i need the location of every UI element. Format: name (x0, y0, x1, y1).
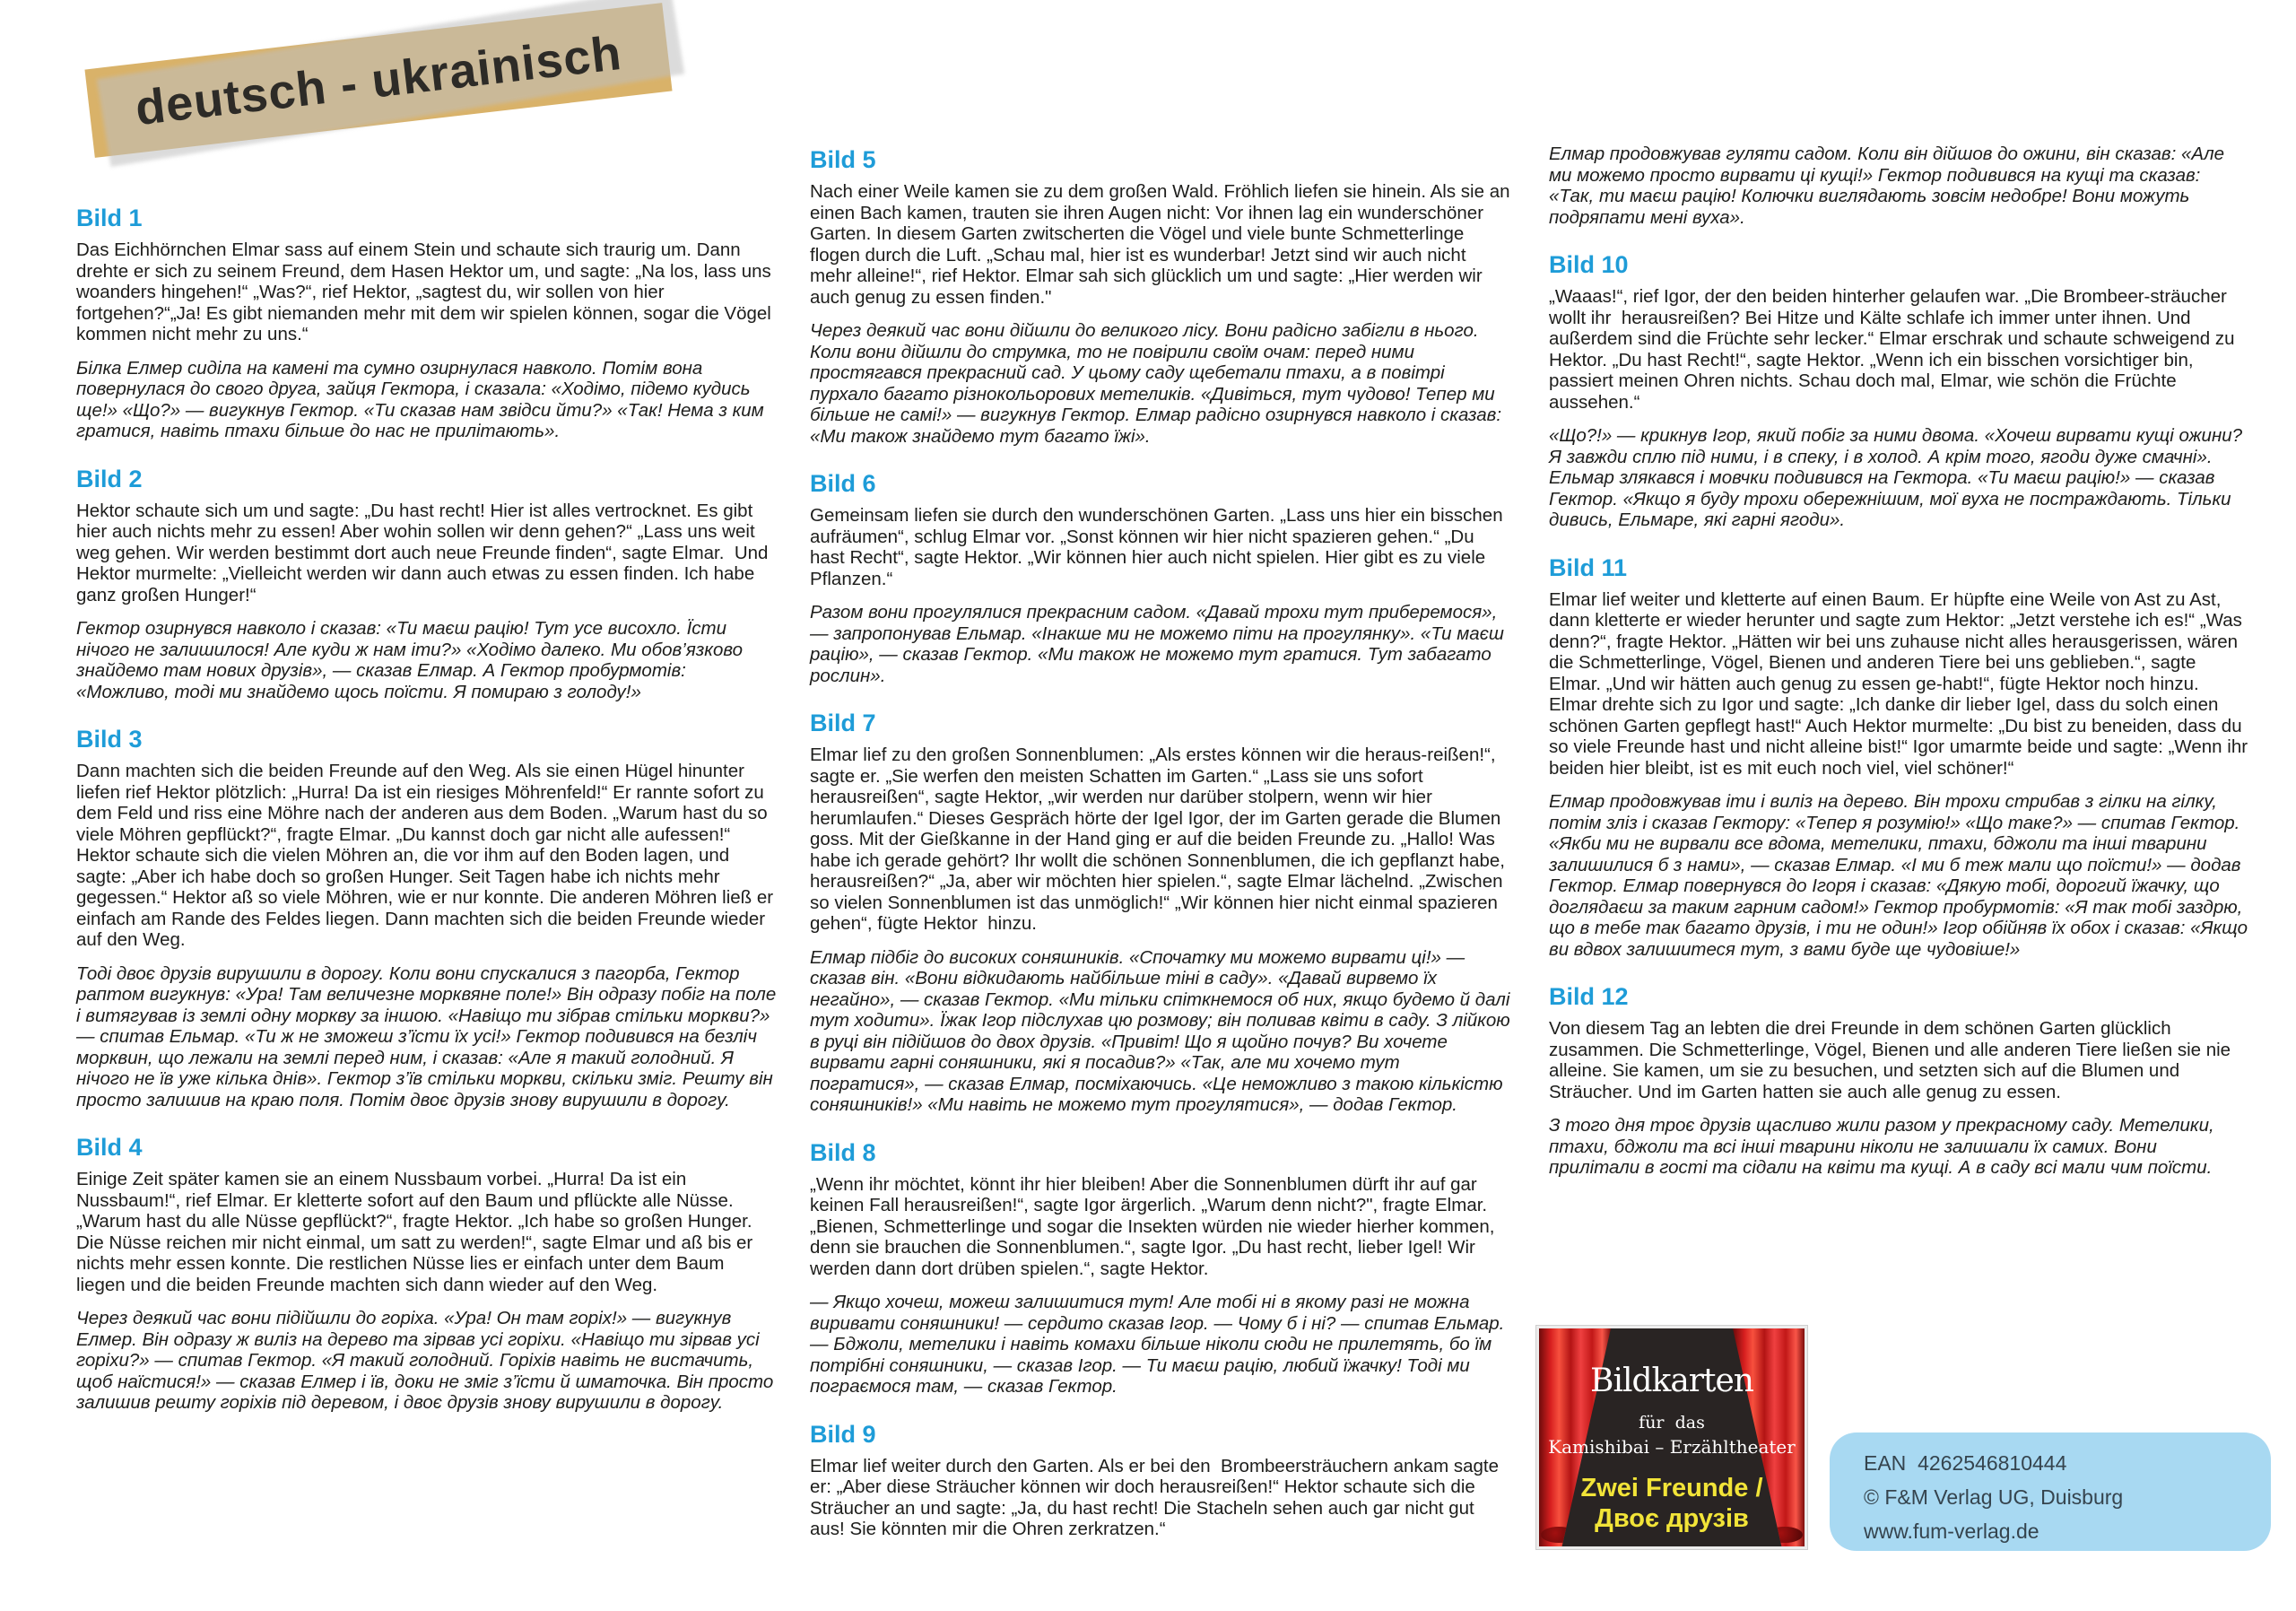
text-column-1 (76, 205, 781, 1426)
german-paragraph: Elmar lief zu den großen Sonnenblumen: „Als erstes können wir die heraus-reißen!“, sagte er. „Sie werfen den meisten Schatten im Garten.“ „Lass sie uns sofort herausreißen“, sagte Hektor, „wir werden nur darüber stolpern, wenn wir hier herumlaufen.“ Dieses Gespräch hörte der Igel Igor, der im Garten gerade die Blumen goss. Mit der Gießkanne in der Hand ging er auf die beiden Freunde zu. „Hallo! Was habe ich gerade gehört? Ihr wollt die schönen Sonnenblumen, die ich gepflanzt habe, herausreißen?“ „Ja, aber wir möchten hier spielen.“, sagte Elmar lächelnd. „Zwischen so vielen Sonnenblumen ist das unmöglich!“ „Wir können hier nicht einmal spazieren gehen“, fügte Hektor hinzu. (810, 745, 1510, 934)
section-bild-1 (76, 205, 778, 442)
publisher-info-box (1830, 1432, 2271, 1551)
section-title: Bild 12 (1549, 983, 1629, 1010)
ukrainian-paragraph: Білка Елмер сиділа на камені та сумно озирнулася навколо. Потім вона повернулася до свого друга, зайця Гектора, і сказала: «Ходімо, підемо кудись ще!» «Що?» — вигукнув Гектор. «Ти сказав нам звідси йти?» «Так! Нема з ким гратися, навіть птахи більше до нас не прилітають». (76, 357, 770, 441)
ukrainian-paragraph: — Якщо хочеш, можеш залишитися тут! Але тобі ні в якому разі не можна виривати соняшники! — сердито сказав Ігор. — Чому б і ні? — спитав Ельмар. — Бджоли, метелики і навіть комахи більше ніколи сюди не прилетять, бо їм потрібні соняшники, — сказав Ігор. — Ти маєш рацію, любий їжачку! Тоді ми пограємося там, — сказав Гектор. (810, 1292, 1510, 1397)
bildkarten-theatre-card (1536, 1326, 1807, 1549)
ukrainian-paragraph: «Що?!» — крикнув Ігор, який побіг за ними двома. «Хочеш вирвати кущі ожини? Я завжди сплю під ними, і в спеку, і в холод. А крім того, ягоди дуже смачні». Ельмар злякався і мовчки подивився на Гектора. «Ти маєш рацію!» — сказав Гектор. «Якщо я буду трохи обережнішим, мої вуха не постраждають. Тільки дивись, Ельмаре, які гарні ягоди». (1549, 425, 2248, 530)
ukrainian-paragraph: З того дня троє друзів щасливо жили разом у прекрасному саду. Метелики, птахи, бджоли та всі інші тварини ніколи не залишали їх самих. Вони прилітали в гості та сідали на квіти та кущі. А в саду всі мали чим поїсти. (1549, 1115, 2220, 1178)
card-subtitle-kamishibai: Kamishibai – Erzähltheater (1548, 1436, 1796, 1458)
card-story-title-ukrainian: Двоє друзів (1595, 1504, 1749, 1533)
ean-number: EAN 4262546810444 (1864, 1451, 2067, 1475)
german-paragraph: Elmar lief weiter durch den Garten. Als er bei den Brombeersträuchern ankam sagte er: „Aber diese Sträucher können wir doch herausreißen!“ Hektor schaute sich die Sträucher an und sagte: „Ja, du hast recht! Die Stacheln sehen auch gar nicht gut aus! Sie könnten mir die Ohren zerkratzen.“ (810, 1455, 1504, 1539)
german-paragraph: Dann machten sich die beiden Freunde auf den Weg. Als sie einen Hügel hinunter liefen rief Hektor plötzlich: „Hurra! Da ist ein riesiges Möhrenfeld!“ Er rannte sofort zu dem Feld und riss eine Möhre nach der anderen aus dem Boden. „Warum hast du so viele Möhren gepflückt?“, fragte Elmar. „Du kannst doch gar nicht alle aufessen!“ Hektor schaute sich die vielen Möhren an, die vor ihm auf den Boden lagen, und sagte: „Aber ich habe doch so großen Hunger. Seit Tagen habe ich nichts mehr gegessen.“ Hektor aß so viele Möhren, wie er nur konnte. Die anderen Möhren ließ er einfach am Rande des Feldes liegen. Dann machten sich die beiden Freunde wieder auf den Weg. (76, 761, 778, 950)
section-bild-7 (810, 710, 1516, 1116)
card-subtitle-fuer-das: für das (1639, 1413, 1705, 1432)
section-bild-4 (76, 1134, 778, 1414)
section-title: Bild 1 (76, 205, 143, 231)
section-title: Bild 5 (810, 146, 876, 173)
section-bild-3 (76, 726, 781, 1110)
language-banner (84, 3, 672, 158)
section-bild-9-continuation (1549, 144, 2250, 228)
card-story-title-german: Zwei Freunde / (1580, 1474, 1763, 1502)
german-paragraph: Elmar lief weiter und kletterte auf einen Baum. Er hüpfte eine Weile von Ast zu Ast, dann kletterte er wieder herunter und sagte zum Hektor: „Jetzt verstehe ich es!“ „Was denn?“, fragte Hektor. „Hätten wir bei uns zuhause nicht alles herausgerissen, wären die Schmetterlinge, Vögel, Bienen und anderen Tiere bei uns geblieben.“, sagte Elmar. „Und wir hätten auch genug zu essen ge-habt!“, fügte Hektor noch hinzu. Elmar drehte sich zu Igor und sagte: „Ich danke dir lieber Igel, dass du solch einen schönen Garten gepflegt hast!“ Auch Hektor murmelte: „Du bist zu beneiden, dass du so viele Freunde hast und nicht alleine bist!“ Igor umarmte beide und sagte: „Wenn ihr beiden hier bleibt, ist es mit euch noch viel, viel schöner!“ (1549, 588, 2253, 779)
section-bild-11 (1549, 553, 2253, 961)
ukrainian-paragraph: Елмар підбіг до високих соняшників. «Спочатку ми можемо вирвати ці!» — сказав він. «Вони відкидають найбільше тіні в саду». «Давай вирвемо їх негайно», — сказав Гектор. «Ми тільки спіткнемося об них, якщо будемо й далі тут ходити». Їжак Ігор підслухав цю розмову; він поливав квіти в саду. З лійкою в руці він підійшов до двох друзів. «Привіт! Що я щойно почув? Ви хочете вирвати гарні соняшники, які я посадив?» «Так, але ми хочемо тут погратися», — сказав Елмар, посміхаючись. «Це неможливо з такою кількістю соняшників!» «Ми навіть не можемо тут прогулятися», — додав Гектор. (810, 946, 1516, 1115)
section-bild-12 (1549, 983, 2250, 1179)
section-title: Bild 10 (1549, 251, 1629, 278)
section-title: Bild 11 (1549, 553, 1628, 581)
german-paragraph: Hektor schaute sich um und sagte: „Du hast recht! Hier ist alles vertrocknet. Es gibt hier auch nichts mehr zu essen! Aber wohin sollen wir denn gehen?“ „Lass uns weit weg gehen. Wir werden bestimmt dort auch neue Freunde finden“, sagte Elmar. Und Hektor murmelte: „Vielleicht werden wir dann auch etwas zu essen finden. Ich habe ganz großen Hunger!“ (76, 500, 774, 605)
section-title: Bild 4 (76, 1134, 143, 1161)
card-title: Bildkarten (1590, 1363, 1753, 1399)
german-paragraph: Gemeinsam liefen sie durch den wunderschönen Garten. „Lass uns hier ein bisschen aufräumen“, schlug Elmar vor. „Sonst können wir hier nicht spazieren gehen.“ „Du hast Recht“, sagte Hektor. „Wir können hier auch nicht spielen. Hier gibt es zu viele Pflanzen.“ (810, 505, 1509, 589)
section-title: Bild 9 (810, 1420, 876, 1448)
section-title: Bild 7 (810, 710, 876, 736)
section-title: Bild 2 (76, 465, 143, 492)
section-title: Bild 8 (810, 1138, 876, 1166)
language-banner-label: deutsch - ukrainisch (132, 25, 625, 135)
ukrainian-paragraph: Через деякий час вони дійшли до великого лісу. Вони радісно забігли в нього. Коли вони дійшли до струмка, то не повірили своїм очам: перед ними простягався прекрасний сад. У цьому саду щебетали птахи, а в повітрі пурхало багато різнокольорових метеликів. «Дивіться, тут чудово! Тепер ми більше не самі!» — вигукнув Гектор. Елмар радісно озирнувся навколо і сказав: «Ми також знайдемо тут багато їжі». (810, 320, 1507, 447)
section-title: Bild 6 (810, 470, 876, 497)
text-column-2 (810, 146, 1516, 1553)
ukrainian-paragraph: Через деякий час вони підійшли до горіха. «Ура! Он там горіх!» — вигукнув Елмер. Він одразу ж виліз на дерево та зірвав усі горіхи. «Навіщо ти зірвав усі горіхи?» — спитав Гектор. «Я такий голодний. Горіхів навіть не вистачить, щоб наїстися!» — сказав Елмер і їв, доки не зміг з’їсти й шматочка. Він просто залишив решту горіхів під деревом, і двоє друзів знову вирушили в дорогу. (76, 1308, 779, 1413)
german-paragraph: „Waaas!“, rief Igor, der den beiden hinterher gelaufen war. „Die Brombeer-sträucher wollt ihr herausreißen? Bei Hitze und Kälte schlafe ich immer unter ihnen. Und außerdem sind die Früchte sehr lecker.“ Elmar erschrak und schaute schweigend zu Hektor. „Du hast Recht!“, sagte Hektor. „Wenn ich ein bisschen vorsichtiger bin, passiert meinen Ohren nichts. Schau doch mal, Elmar, wie schön die Früchte aussehen.“ (1549, 286, 2240, 413)
text-column-3 (1549, 144, 2253, 1191)
ukrainian-paragraph: Тоді двоє друзів вирушили в дорогу. Коли вони спускалися з пагорба, Гектор раптом вигукнув: «Ура! Там величезне морквяне поле!» Він одразу побіг на поле і витягував із землі одну моркву за іншою. «Навіщо ти зібрав стільки моркви?» — спитав Ельмар. «Ти ж не зможеш з’їсти їх усі!» Гектор подивився на безліч морквин, що лежали на землі перед ним, і сказав: «Але я такий голодний. Я нічого не їв уже кілька днів». Гектор з’їв стільки моркви, скільки зміг. Решту він просто залишив на краю поля. Потім двоє друзів знову вирушили в дорогу. (76, 962, 781, 1110)
section-bild-8 (810, 1139, 1511, 1398)
german-paragraph: Einige Zeit später kamen sie an einem Nussbaum vorbei. „Hurra! Da ist ein Nussbaum!“, rief Elmar. Er kletterte sofort auf den Baum und pflückte alle Nüsse. „Warum hast du alle Nüsse gepflückt?“, fragte Hektor. „Ich habe so großen Hunger. Die Nüsse reichen mir nicht einmal, um satt zu werden!“, sagte Elmar und aß bis er nichts mehr essen konnte. Die restlichen Nüsse lies er einfach unter dem Baum liegen und die beiden Freunde machten sich dann wieder auf den Weg. (76, 1169, 758, 1295)
german-paragraph: Nach einer Weile kamen sie zu dem großen Wald. Fröhlich liefen sie hinein. Als sie an einen Bach kamen, trauten sie ihren Augen nicht: Vor ihnen lag ein wunderschöner Garten. In diesem Garten zwitscherten die Vögel und viele bunte Schmetterlinge flogen durch die Luft. „Schau mal, hier ist es wunderbar! Jetzt sind wir auch nicht mehr alleine!“, rief Hektor. Elmar sah sich glücklich um und sagte: „Hier werden wir auch genug zu essen finden." (810, 181, 1516, 308)
section-bild-5 (810, 146, 1516, 447)
section-bild-2 (76, 466, 778, 703)
german-paragraph: „Wenn ihr möchtet, könnt ihr hier bleiben! Aber die Sonnenblumen dürft ihr auf gar keinen Fall herausreißen!“, sagte Igor ärgerlich. „Warum denn nicht?", fragte Elmar. „Bienen, Schmetterlinge und sogar die Insekten würden nie wieder hierher kommen, denn sie brauchen die Sonnenblumen.“, sagte Igor. „Du hast recht, lieber Igel! Wir werden dann dort drüben spielen.“, sagte Hektor. (810, 1173, 1500, 1279)
ukrainian-paragraph: Разом вони прогулялися прекрасним садом. «Давай трохи тут приберемося», — запропонував Ельмар. «Інакше ми не можемо піти на прогулянку». «Ти маєш рацію», — сказав Гектор. «Ми також не можемо тут гратися. Тут забагато рослин». (810, 602, 1509, 686)
publisher-website: www.fum-verlag.de (1864, 1520, 2039, 1543)
section-title: Bild 3 (76, 726, 143, 753)
section-bild-6 (810, 470, 1511, 686)
section-bild-9 (810, 1421, 1511, 1540)
german-paragraph: Von diesem Tag an lebten die drei Freunde in dem schönen Garten glücklich zusammen. Die Schmetterlinge, Vögel, Bienen und alle anderen Tiere ließen sie nie alleine. Sie kamen, um sie zu besuchen, und setzten sich auf die Blumen und Sträucher. Und im Garten hatten sie auch alle genug zu essen. (1549, 1018, 2236, 1102)
publisher-name: © F&M Verlag UG, Duisburg (1864, 1485, 2124, 1509)
ukrainian-paragraph: Елмар продовжував іти і виліз на дерево. Він трохи стрибав з гілки на гілку, потім зліз і сказав Гектору: «Тепер я розумію!» «Що таке?» — спитав Гектор. «Якби ми не вирвали все вдома, метелики, птахи, бджоли та інші тварини залишилися б з нами», — сказав Елмар. «І ми б теж мали що поїсти!» — додав Гектор. Елмар повернувся до Ігоря і сказав: «Дякую тобі, дорогий їжачку, що доглядаєш за таким гарним садом!» Гектор пробурмотів: «Я так тобі заздрю, що в тебе так багато друзів, і ти не один!» Ігор обійняв їх обох і сказав: «Якщо ви вдвох залишитеся тут, з вами буде ще чудовіше!» (1549, 791, 2253, 960)
ukrainian-paragraph: Елмар продовжував гуляти садом. Коли він дійшов до ожини, він сказав: «Але ми можемо просто вирвати ці кущі!» Гектор подивився на кущі та сказав: «Так, ти маєш рацію! Колючки виглядають зовсім недобре! Вони можуть подряпати мені вуха». (1549, 144, 2230, 228)
section-bild-10 (1549, 251, 2250, 531)
german-paragraph: Das Eichhörnchen Elmar sass auf einem Stein und schaute sich traurig um. Dann drehte er sich zu seinem Freund, dem Hasen Hektor um, und sagte: „Na los, lass uns woanders hingehen!“ „Was?“, rief Hektor, „sagtest du, wir sollen von hier fortgehen?“„Ja! Es gibt niemanden mehr mit dem wir spielen können, sogar die Vögel kommen nicht mehr zu uns.“ (76, 239, 777, 344)
ukrainian-paragraph: Гектор озирнувся навколо і сказав: «Ти маєш рацію! Тут усе висохло. Їсти нічого не залишилося! Але куди ж нам іти?» «Ходімо далеко. Ми обов’язково знайдемо там нових друзів», — сказав Елмар. А Гектор пробурмотів: «Можливо, тоді ми знайдемо щось поїсти. Я помираю з голоду!» (76, 618, 748, 702)
